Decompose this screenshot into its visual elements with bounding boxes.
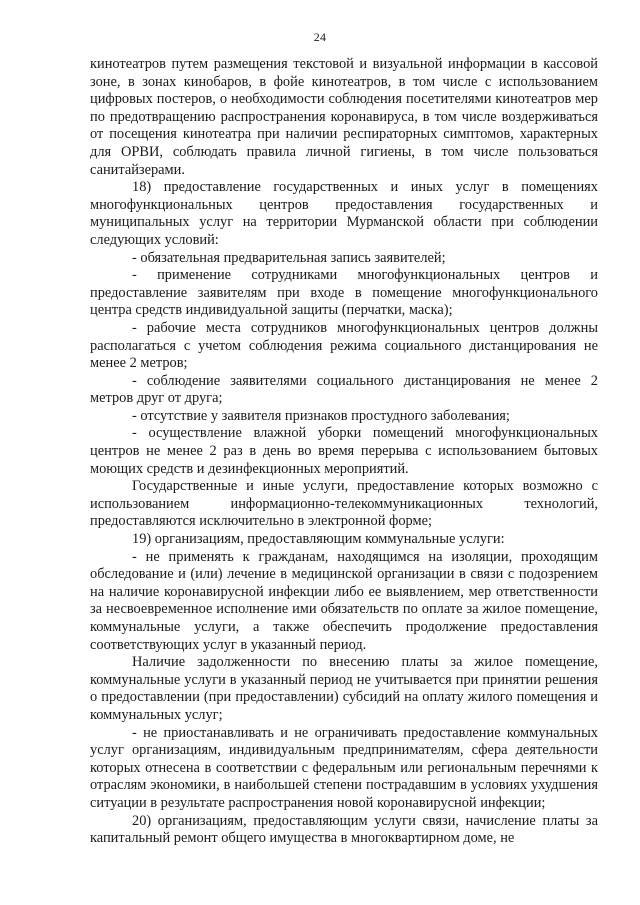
list-item: - не применять к гражданам, находящимся на изоляции, проходящим обследование и (или) лечение в медицинской организации в связи с подозрением на наличие коронавирусной инфекции либо ее выявлением, мер ответственности за несвоевременное исполнение ими обязательств по оплате за жилое помещение, коммунальные услуги, а также обеспечить продолжение предоставления соответствующих услуг в указанный период. [90,548,598,653]
list-item: - применение сотрудниками многофункциональных центров и предоставление заявителям при входе в помещение многофункционального центра средств индивидуальной защиты (перчатки, маска); [90,267,598,319]
document-body [90,56,598,848]
paragraph: 18) предоставление государственных и иных услуг в помещениях многофункциональных центров предоставления государственных и муниципальных услуг на территории Мурманской области при соблюдении следующих условий: [90,179,598,248]
page-number: 24 [313,30,327,44]
paragraph: Государственные и иные услуги, предоставление которых возможно с использованием информационно-телекоммуникационных технологий, предоставляются исключительно в электронной форме; [90,478,598,530]
paragraph: 20) организациям, предоставляющим услуги связи, начисление платы за капитальный ремонт общего имущества в многоквартирном доме, не [90,812,598,847]
list-item: - рабочие места сотрудников многофункциональных центров должны располагаться с учетом соблюдения режима социального дистанцирования не менее 2 метров; [90,319,598,372]
list-item: - обязательная предварительная запись заявителей; [132,249,446,266]
paragraph: Наличие задолженности по внесению платы за жилое помещение, коммунальные услуги в указанный период не учитывается при принятии решения о предоставлении (при предоставлении) субсидий на оплату жилого помещения и коммунальных услуг; [90,654,598,723]
list-item: - осуществление влажной уборки помещений многофункциональных центров не менее 2 раз в день во время перерыва с использованием бытовых моющих средств и дезинфекционных мероприятий. [90,425,598,477]
paragraph: 19) организациям, предоставляющим коммунальные услуги: [132,531,505,548]
paragraph: кинотеатров путем размещения текстовой и визуальной информации в кассовой зоне, в зонах кинобаров, в фойе кинотеатров, в том числе с использованием цифровых постеров, о необходимости соблюдения посетителями кинотеатров мер по предотвращению распространения коронавируса, в том числе воздерживаться от посещения кинотеатра при наличии респираторных симптомов, характерных для ОРВИ, соблюдать правила личной гигиены, в том числе пользоваться санитайзерами. [90,56,598,178]
list-item: - не приостанавливать и не ограничивать предоставление коммунальных услуг организациям, индивидуальным предпринимателям, сфера деятельности которых отнесена в соответствии с федеральным или региональным перечнями к отраслям экономики, в наибольшей степени пострадавшим в условиях ухудшения ситуации в результате распространения новой коронавирусной инфекции; [90,724,598,811]
list-item: - отсутствие у заявителя признаков простудного заболевания; [132,407,510,424]
list-item: - соблюдение заявителями социального дистанцирования не менее 2 метров друг от друга; [90,372,598,407]
